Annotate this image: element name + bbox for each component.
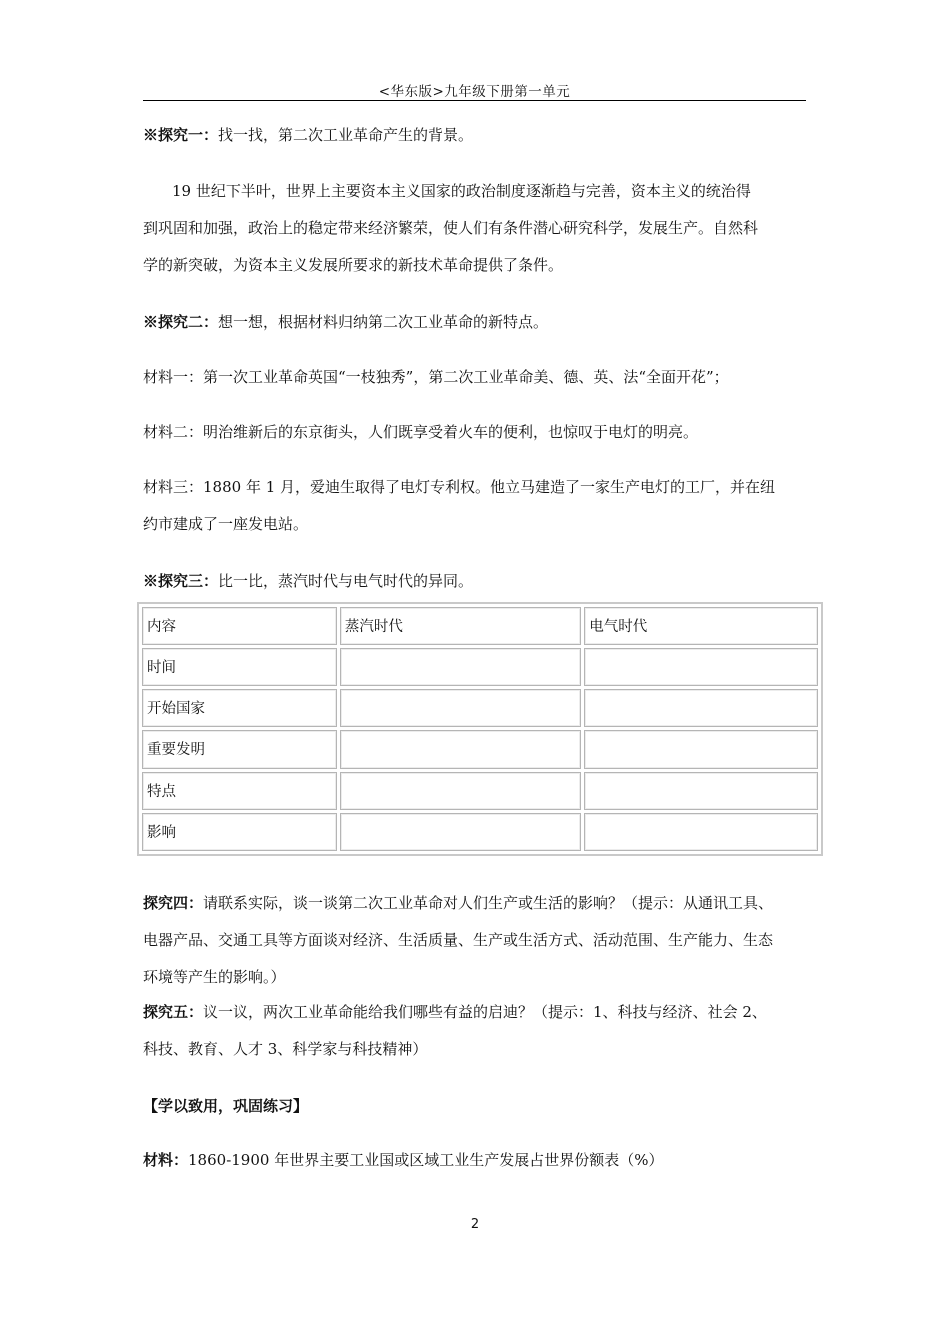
section2-heading	[143, 312, 548, 332]
table-row	[142, 730, 818, 768]
section1-heading-label: ※探究一：	[143, 126, 219, 144]
table-row	[142, 648, 818, 686]
section5-label: 探究五：	[143, 1003, 204, 1021]
section5-line	[143, 1002, 767, 1022]
material-three-line: 约市建成了一座发电站。	[143, 515, 309, 533]
section1-heading	[143, 125, 473, 145]
table-cell-steam[interactable]	[340, 730, 581, 768]
section4-line	[143, 893, 773, 913]
table-cell-steam[interactable]	[340, 648, 581, 686]
section5-text: 议一议，两次工业革命能给我们哪些有益的启迪？（提示：1、科技与经济、社会 2、	[203, 1003, 767, 1021]
practice-material-label: 材料：	[143, 1151, 189, 1169]
table-header-row	[142, 607, 818, 645]
section1-heading-text: 找一找，第二次工业革命产生的背景。	[218, 126, 474, 144]
table-cell-steam[interactable]	[340, 689, 581, 727]
page-header: <华东版>九年级下册第一单元	[378, 84, 571, 100]
table-cell-electric[interactable]	[584, 772, 818, 810]
section4-label: 探究四：	[143, 894, 204, 912]
section3-heading	[143, 571, 473, 591]
section4-line: 电器产品、交通工具等方面谈对经济、生活质量、生产或生活方式、活动范围、生产能力、生态	[143, 931, 774, 949]
section4-text: 请联系实际，谈一谈第二次工业革命对人们生产或生活的影响？（提示：从通讯工具、	[203, 894, 774, 912]
section4-line: 环境等产生的影响。）	[143, 968, 286, 986]
section1-paragraph-line: 到巩固和加强，政治上的稳定带来经济繁荣，使人们有条件潜心研究科学，发展生产。自然科	[143, 219, 759, 237]
table-row-label: 开始国家	[142, 689, 337, 727]
practice-heading: 【学以致用，巩固练习】	[143, 1097, 309, 1115]
section1-paragraph-line: 学的新突破，为资本主义发展所要求的新技术革命提供了条件。	[143, 256, 564, 274]
header-rule	[143, 100, 806, 101]
table-cell-electric[interactable]	[584, 689, 818, 727]
table-cell-electric[interactable]	[584, 813, 818, 851]
section2-heading-label: ※探究二：	[143, 313, 219, 331]
practice-material-text: 1860-1900 年世界主要工业国或区域工业生产发展占世界份额表（%）	[188, 1151, 664, 1169]
table-row	[142, 813, 818, 851]
table-cell-electric[interactable]	[584, 648, 818, 686]
table-row-label: 重要发明	[142, 730, 337, 768]
table-cell-steam[interactable]	[340, 813, 581, 851]
table-header-cell: 电气时代	[584, 607, 818, 645]
table-row	[142, 772, 818, 810]
section2-heading-text: 想一想，根据材料归纳第二次工业革命的新特点。	[218, 313, 549, 331]
page-number: 2	[470, 1217, 480, 1232]
table-cell-steam[interactable]	[340, 772, 581, 810]
table-header-cell: 蒸汽时代	[340, 607, 581, 645]
section5-line: 科技、教育、人才 3、科学家与科技精神）	[143, 1040, 428, 1058]
table-row	[142, 689, 818, 727]
section1-paragraph-line: 19 世纪下半叶，世界上主要资本主义国家的政治制度逐渐趋与完善，资本主义的统治得	[172, 182, 751, 200]
material-one: 材料一：第一次工业革命英国“一枝独秀”，第二次工业革命美、德、英、法“全面开花”；	[143, 368, 729, 386]
table-row-label: 特点	[142, 772, 337, 810]
table-header-cell: 内容	[142, 607, 337, 645]
practice-material	[143, 1150, 663, 1170]
section3-heading-label: ※探究三：	[143, 572, 219, 590]
table-row-label: 影响	[142, 813, 337, 851]
material-three-line: 材料三：1880 年 1 月，爱迪生取得了电灯专利权。他立马建造了一家生产电灯的工厂，并在纽	[143, 478, 776, 496]
comparison-table	[137, 602, 823, 856]
table-cell-electric[interactable]	[584, 730, 818, 768]
material-two: 材料二：明治维新后的东京街头，人们既享受着火车的便利，也惊叹于电灯的明亮。	[143, 423, 699, 441]
table-row-label: 时间	[142, 648, 337, 686]
section3-heading-text: 比一比，蒸汽时代与电气时代的异同。	[218, 572, 474, 590]
